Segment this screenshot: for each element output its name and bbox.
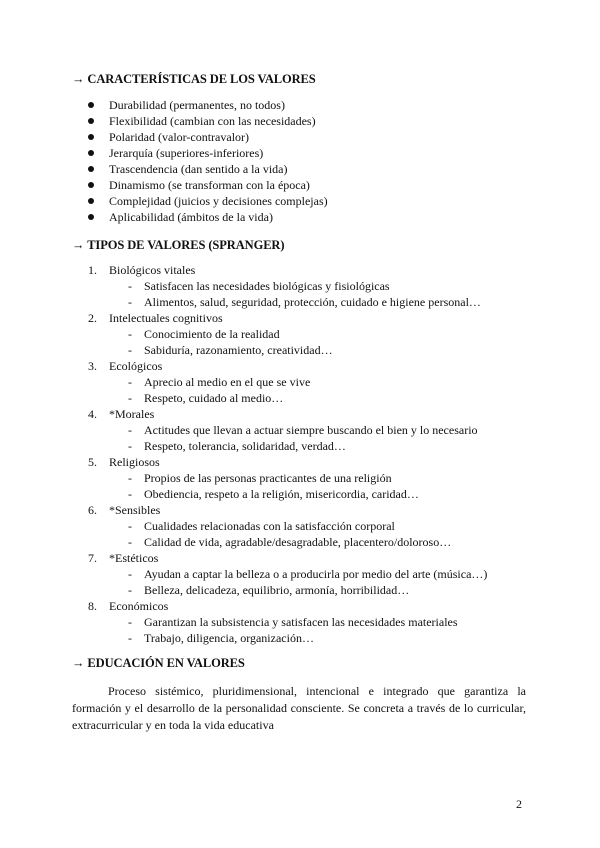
bullet-icon <box>88 214 94 220</box>
dash-icon: - <box>128 567 132 581</box>
list-item-text: Flexibilidad (cambian con las necesidades) <box>109 114 316 128</box>
item-title: *Morales <box>109 407 155 421</box>
sub-item-text: Respeto, cuidado al medio… <box>144 391 284 405</box>
list-item <box>88 209 328 225</box>
dash-icon: - <box>128 583 132 597</box>
item-number: 1. <box>88 263 97 277</box>
dash-icon: - <box>128 519 132 533</box>
dash-icon: - <box>128 343 132 357</box>
dash-icon: - <box>128 631 132 645</box>
sub-item-text: Satisfacen las necesidades biológicas y fisiológicas <box>144 279 390 293</box>
sub-item <box>88 614 487 630</box>
types-list <box>88 262 487 646</box>
sub-item-text: Respeto, tolerancia, solidaridad, verdad… <box>144 439 346 453</box>
list-item <box>88 310 487 358</box>
sub-item <box>88 294 487 310</box>
list-item <box>88 598 487 646</box>
sub-item <box>88 278 487 294</box>
list-item <box>88 550 487 598</box>
heading-educacion: → EDUCACIÓN EN VALORES <box>72 656 245 670</box>
bullet-icon <box>88 134 94 140</box>
list-item <box>88 177 328 193</box>
sub-item <box>88 374 487 390</box>
list-item <box>88 502 487 550</box>
bullet-icon <box>88 198 94 204</box>
item-number: 3. <box>88 359 97 373</box>
item-number: 6. <box>88 503 97 517</box>
sub-item <box>88 470 487 486</box>
item-number: 5. <box>88 455 97 469</box>
item-number: 2. <box>88 311 97 325</box>
sub-item <box>88 582 487 598</box>
item-title: Religiosos <box>109 455 160 469</box>
item-title: Económicos <box>109 599 169 613</box>
bullet-icon <box>88 150 94 156</box>
sub-item <box>88 518 487 534</box>
list-item <box>88 262 487 310</box>
heading-tipos: → TIPOS DE VALORES (SPRANGER) <box>72 238 285 252</box>
sub-item-text: Garantizan la subsistencia y satisfacen las necesidades materiales <box>144 615 458 629</box>
dash-icon: - <box>128 439 132 453</box>
item-title: Ecológicos <box>109 359 163 373</box>
dash-icon: - <box>128 471 132 485</box>
list-item-text: Polaridad (valor-contravalor) <box>109 130 250 144</box>
sub-item-text: Calidad de vida, agradable/desagradable, placentero/doloroso… <box>144 535 452 549</box>
list-item-text: Durabilidad (permanentes, no todos) <box>109 98 285 112</box>
dash-icon: - <box>128 423 132 437</box>
bullet-icon <box>88 102 94 108</box>
list-item <box>88 113 328 129</box>
list-item <box>88 129 328 145</box>
item-title: Biológicos vitales <box>109 263 196 277</box>
sub-item-text: Alimentos, salud, seguridad, protección, cuidado e higiene personal… <box>144 295 481 309</box>
list-item-text: Aplicabilidad (ámbitos de la vida) <box>109 210 273 224</box>
heading-caracteristicas: → CARACTERÍSTICAS DE LOS VALORES <box>72 72 316 86</box>
sub-item <box>88 390 487 406</box>
dash-icon: - <box>128 375 132 389</box>
list-item <box>88 406 487 454</box>
sub-item-text: Ayudan a captar la belleza o a producirla por medio del arte (música…) <box>144 567 488 581</box>
page-number: 2 <box>516 797 522 811</box>
sub-item-text: Belleza, delicadeza, equilibrio, armonía, horribilidad… <box>144 583 410 597</box>
sub-item <box>88 630 487 646</box>
list-item <box>88 358 487 406</box>
item-number: 7. <box>88 551 97 565</box>
list-item <box>88 161 328 177</box>
sub-item <box>88 534 487 550</box>
list-item <box>88 454 487 502</box>
dash-icon: - <box>128 487 132 501</box>
sub-item-text: Sabiduría, razonamiento, creatividad… <box>144 343 333 357</box>
list-item <box>88 97 328 113</box>
item-title: Intelectuales cognitivos <box>109 311 223 325</box>
dash-icon: - <box>128 615 132 629</box>
sub-item-text: Conocimiento de la realidad <box>144 327 280 341</box>
sub-item <box>88 422 487 438</box>
sub-item <box>88 438 487 454</box>
list-item-text: Dinamismo (se transforman con la época) <box>109 178 310 192</box>
item-title: *Estéticos <box>109 551 159 565</box>
sub-item <box>88 342 487 358</box>
dash-icon: - <box>128 535 132 549</box>
dash-icon: - <box>128 295 132 309</box>
characteristics-list <box>88 97 328 225</box>
sub-item <box>88 566 487 582</box>
item-number: 4. <box>88 407 97 421</box>
sub-item <box>88 326 487 342</box>
dash-icon: - <box>128 327 132 341</box>
sub-item-text: Actitudes que llevan a actuar siempre buscando el bien y lo necesario <box>144 423 478 437</box>
sub-item-text: Aprecio al medio en el que se vive <box>144 375 311 389</box>
list-item-text: Jerarquía (superiores-inferiores) <box>109 146 264 160</box>
item-number: 8. <box>88 599 97 613</box>
bullet-icon <box>88 182 94 188</box>
list-item <box>88 193 328 209</box>
sub-item-text: Cualidades relacionadas con la satisfacción corporal <box>144 519 395 533</box>
dash-icon: - <box>128 279 132 293</box>
item-title: *Sensibles <box>109 503 161 517</box>
bullet-icon <box>88 118 94 124</box>
list-item-text: Complejidad (juicios y decisiones complejas) <box>109 194 328 208</box>
dash-icon: - <box>128 391 132 405</box>
list-item-text: Trascendencia (dan sentido a la vida) <box>109 162 288 176</box>
sub-item-text: Obediencia, respeto a la religión, misericordia, caridad… <box>144 487 419 501</box>
sub-item-text: Trabajo, diligencia, organización… <box>144 631 314 645</box>
bullet-icon <box>88 166 94 172</box>
sub-item-text: Propios de las personas practicantes de una religión <box>144 471 392 485</box>
sub-item <box>88 486 487 502</box>
education-paragraph: Proceso sistémico, pluridimensional, intencional e integrado que garantiza la formación y el desarrollo de la personalidad consciente. Se concreta a través de lo curricular, extracurricular y en toda la vida educativa <box>72 684 526 732</box>
list-item <box>88 145 328 161</box>
